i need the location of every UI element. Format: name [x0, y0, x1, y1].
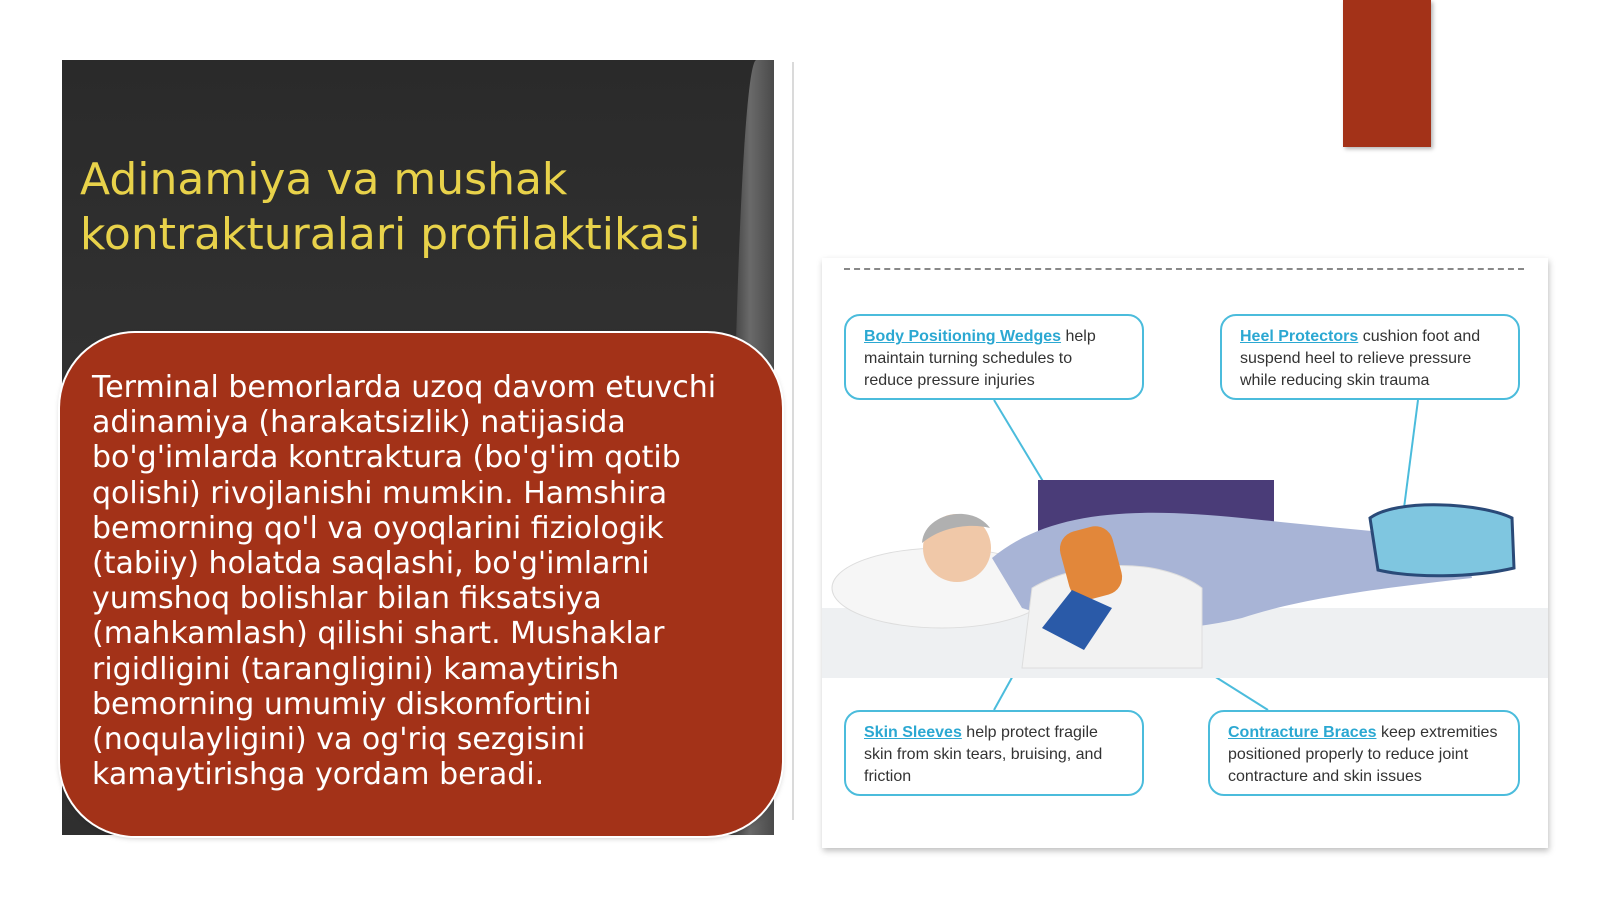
positioning-infographic: [822, 258, 1548, 848]
vertical-divider: [792, 62, 794, 820]
heel-protector: [1370, 505, 1514, 576]
connector-line-heel: [1404, 400, 1418, 508]
callout-body-positioning-wedges: [844, 314, 1144, 400]
callout-contracture-braces: [1208, 710, 1520, 796]
callout-skin-sleeves: [844, 710, 1144, 796]
callout-text: keep extremities positioned properly to reduce joint contracture and skin issues: [1228, 724, 1498, 785]
callout-keyword: Body Positioning Wedges: [864, 328, 1062, 345]
callout-text: cushion foot and suspend heel to relieve pressure while reducing skin trauma: [1240, 328, 1481, 389]
callout-keyword: Contracture Braces: [1228, 724, 1377, 741]
slide-title: Adinamiya va mushak kontrakturalari profilaktikasi: [80, 154, 701, 260]
callout-text: help protect fragile skin from skin tears, bruising, and friction: [864, 724, 1103, 785]
callout-keyword: Skin Sleeves: [864, 724, 962, 741]
red-accent-tab: [1343, 0, 1431, 147]
callout-heel-protectors: [1220, 314, 1520, 400]
body-text: Terminal bemorlarda uzoq davom etuvchi adinamiya (harakatsizlik) natijasida bo'g'imlarda kontraktura (bo'g'im qotib qolishi) rivojlanishi mumkin. Hamshira bemorning qo'l va oyoqlarini fiziologik (tabiiy) holatda saqlashi, bo'g'imlarni yumshoq bolishlar bilan fiksatsiya (mahkamlash) qilishi shart. Mushaklar rigidligini (tarangligini) kamaytirish bemorning umumiy diskomfortini (noqulayligini) va og'riq sezgisini kamaytirishga yordam beradi.: [92, 370, 717, 793]
callout-keyword: Heel Protectors: [1240, 328, 1359, 345]
callout-text: help maintain turning schedules to reduce pressure injuries: [864, 328, 1096, 389]
connector-line-wedges: [994, 400, 1044, 483]
